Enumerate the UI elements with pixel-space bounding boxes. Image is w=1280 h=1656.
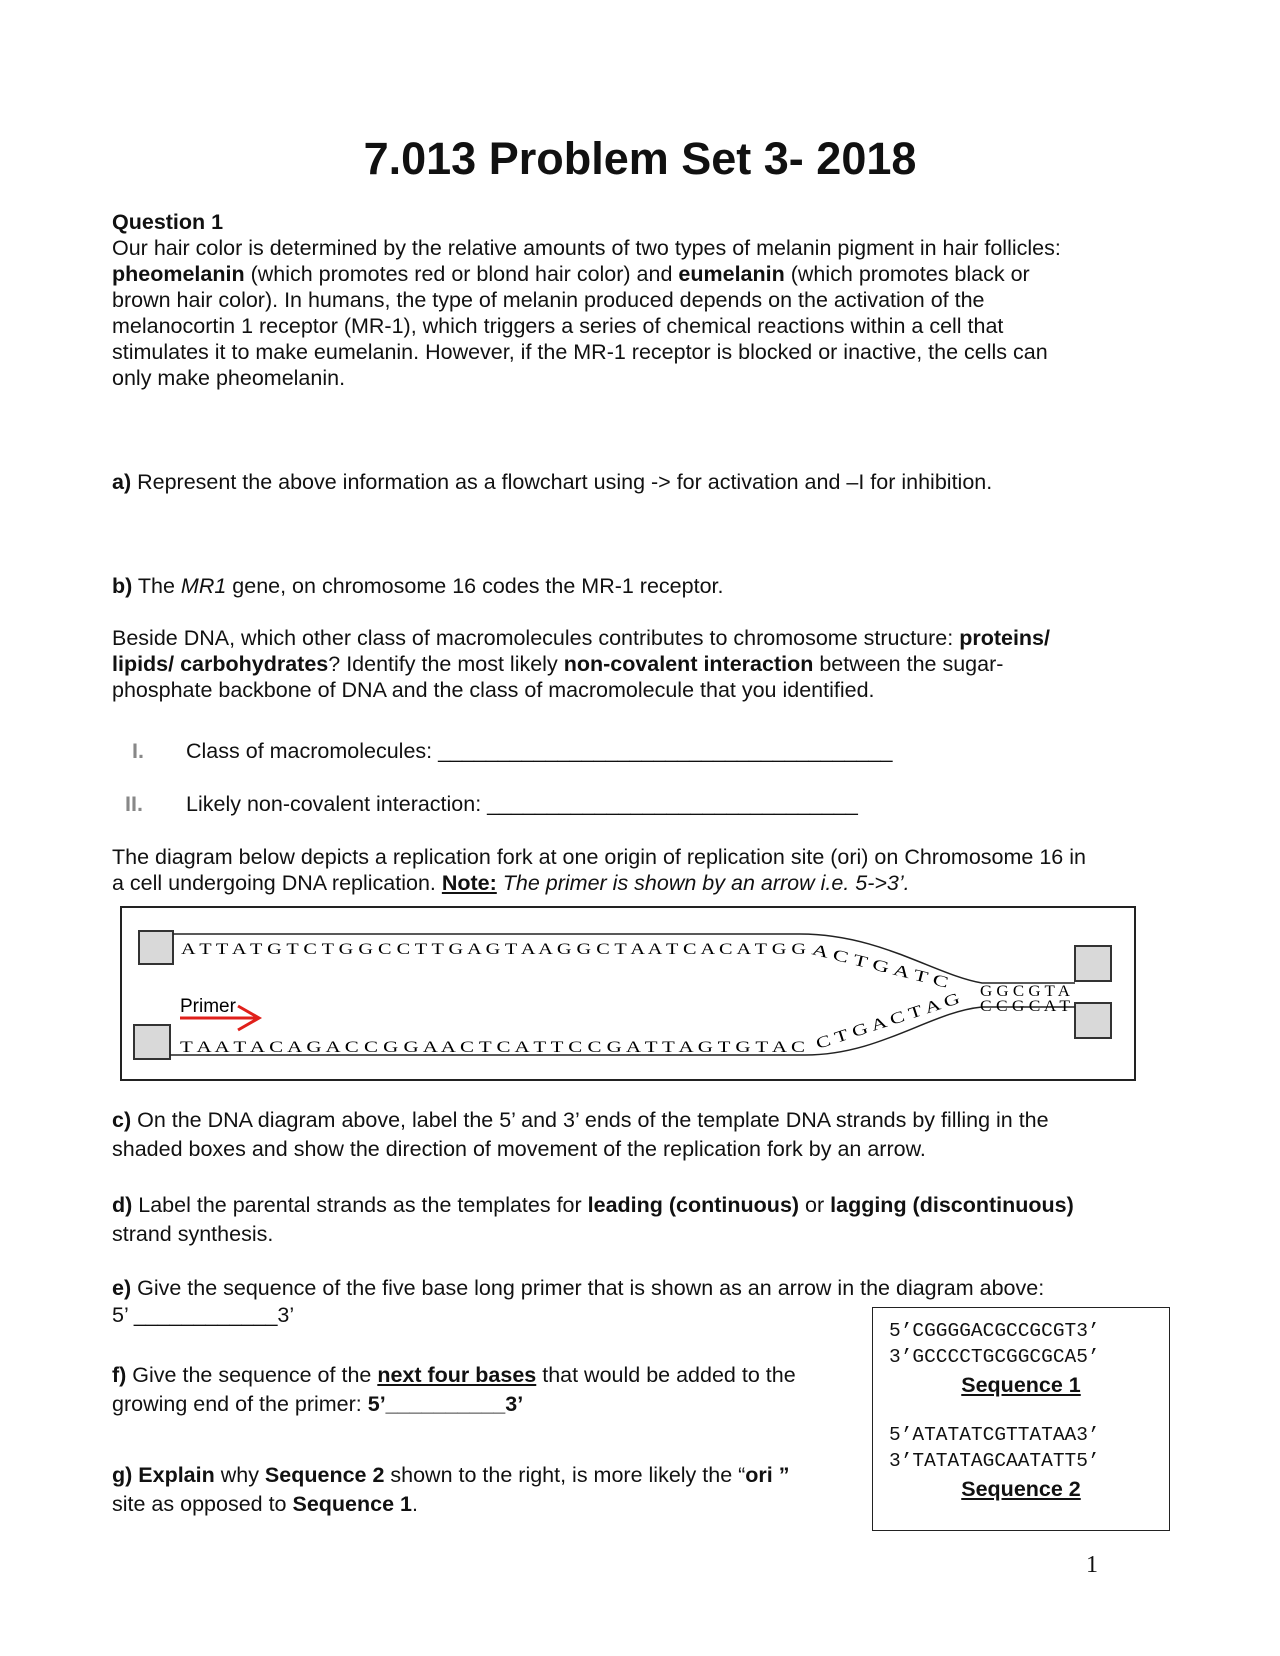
non-covalent-interaction-blank[interactable]: Likely non-covalent interaction: _______________________________ (186, 792, 858, 816)
top-strand-right-sequence: G G C G T A (980, 983, 1071, 1000)
part-f: f) Give the sequence of the next four bases that would be added to the growing end of the primer: 5’__________3’ (112, 1363, 796, 1416)
primer-sequence-blank[interactable]: 5’ ____________3’ (112, 1303, 295, 1327)
bottom-strand-fork-sequence: C T G A C T A G (813, 1002, 925, 1053)
top-right-end-box[interactable] (1075, 946, 1111, 981)
bottom-right-end-box[interactable] (1075, 1003, 1111, 1038)
part-g: g) Explain why Sequence 2 shown to the right, is more likely the “ori ” site as opposed to Sequence 1. (112, 1463, 790, 1516)
sequence-2-top: 5’ATATATCGTTATAA3’ (889, 1424, 1100, 1446)
item-number-ii: II. (125, 792, 143, 816)
primer-label: Primer (180, 996, 236, 1017)
top-left-end-box[interactable] (139, 931, 173, 964)
sequences-box (872, 1307, 1170, 1531)
part-a: a) Represent the above information as a flowchart using -> for activation and –I for inhibition. (112, 470, 993, 494)
bottom-left-end-box[interactable] (134, 1025, 170, 1059)
intro-line-5: stimulates it to make eumelanin. However, if the MR-1 receptor is blocked or inactive, the cells can (112, 340, 1048, 364)
part-b: b) The MR1 gene, on chromosome 16 codes the MR-1 receptor. (112, 574, 724, 598)
part-b-line-1: Beside DNA, which other class of macromolecules contributes to chromosome structure: proteins/ (112, 626, 1050, 650)
top-strand-sequence: A T T A T G T C T G G C C T T G A G T A A G G C T A A T C A C A T G G (181, 941, 807, 958)
intro-line-1: Our hair color is determined by the relative amounts of two types of melanin pigment in hair follicles: (112, 236, 1061, 260)
page-title: 7.013 Problem Set 3- 2018 (363, 133, 917, 184)
page-number: 1 (1086, 1552, 1098, 1578)
part-b-line-2: lipids/ carbohydrates? Identify the most likely non-covalent interaction between the sugar- (112, 652, 1004, 676)
next-bases-blank[interactable]: 5’__________3’ (367, 1392, 524, 1416)
intro-line-3: brown hair color). In humans, the type of melanin produced depends on the activation of the (112, 288, 985, 312)
diagram-intro: The diagram below depicts a replication fork at one origin of replication site (ori) on Chromosome 16 in a cell undergoing DNA replication. Note: The primer is shown by an arrow i.e. 5->3’. (112, 845, 1086, 895)
intro-line-4: melanocortin 1 receptor (MR-1), which triggers a series of chemical reactions within a cell that (112, 314, 1004, 338)
class-of-macromolecules-blank[interactable]: Class of macromolecules: ______________________________________ (186, 739, 893, 763)
bottom-strand-right-sequence: C C G C A T (980, 998, 1071, 1015)
bottom-strand-sequence: T A A T A C A G A C C G G A A C T C A T T C C G A T T A G T G T A C (180, 1039, 805, 1056)
intro-line-6: only make pheomelanin. (112, 366, 346, 390)
sequence-1-bottom: 3’GCCCCTGCGGCGCA5’ (889, 1346, 1100, 1368)
part-e: e) Give the sequence of the five base long primer that is shown as an arrow in the diagram above: 5’ ____________3’ (112, 1275, 1162, 1329)
sequence-1-top: 5’CGGGGACGCCGCGT3’ (889, 1320, 1100, 1342)
part-d: d) Label the parental strands as the templates for leading (continuous) or lagging (discontinuous) strand synthesis. (112, 1193, 1074, 1246)
part-c: c) On the DNA diagram above, label the 5’ and 3’ ends of the template DNA strands by filling in the shaded boxes and show the direction of movement of the replication fork by an arrow. (112, 1108, 1049, 1161)
question-heading: Question 1 (112, 210, 224, 234)
item-number-i: I. (132, 739, 144, 763)
intro-line-2: pheomelanin (which promotes red or blond hair color) and eumelanin (which promotes black or (112, 262, 1030, 286)
top-strand-fork-sequence: A C T G A T C (810, 941, 908, 982)
part-b-line-3: phosphate backbone of DNA and the class of macromolecule that you identified. (112, 678, 875, 702)
sequence-2-label: Sequence 2 (961, 1477, 1081, 1501)
sequence-1-label: Sequence 1 (961, 1373, 1081, 1397)
sequence-2-bottom: 3’TATATAGCAATATT5’ (889, 1450, 1100, 1472)
